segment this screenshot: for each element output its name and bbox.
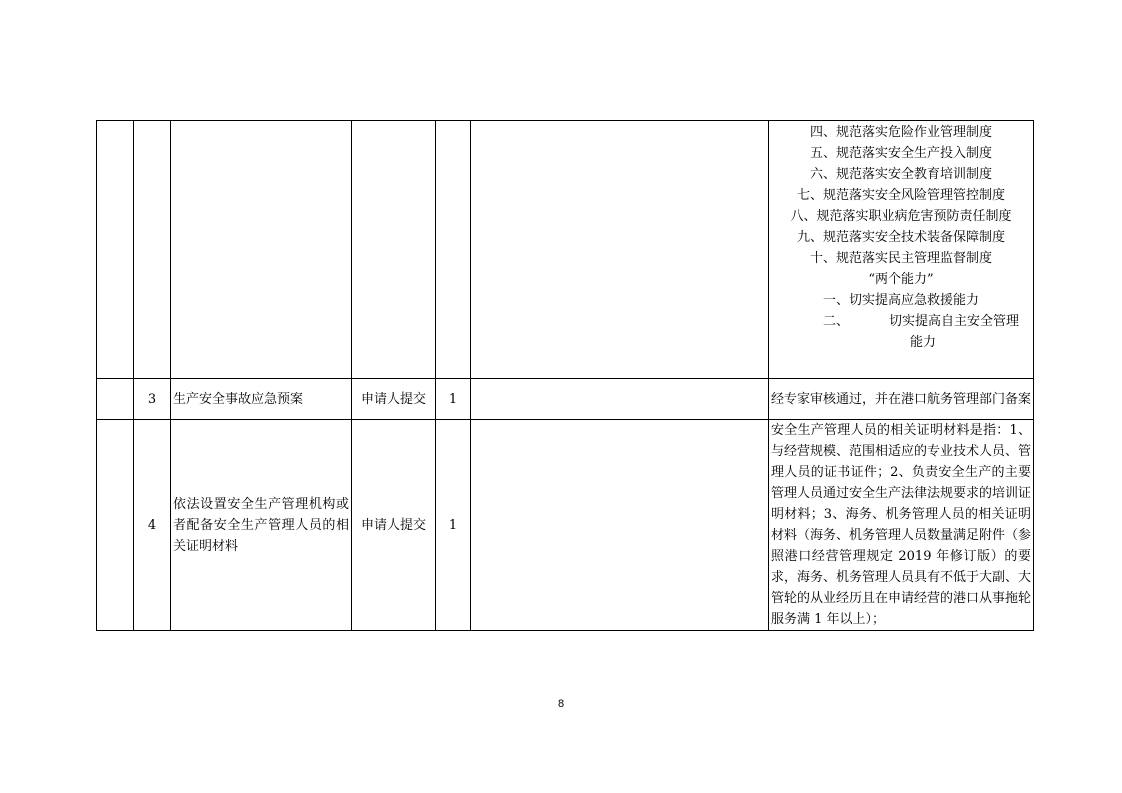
requirement-line: 十、规范落实民主管理监督制度 xyxy=(809,251,992,266)
form-cell xyxy=(471,379,769,420)
requirements-cell: 安全生产管理人员的相关证明材料是指：1、与经营规模、范围相适应的专业技术人员、管理人员的证书证件；2、负责安全生产的主要管理人员通过安全生产法律法规要求的培训证明材料；3、海务、机务管理人员的相关证明材料（海务、机务管理人员数量满足附件（参照港口经营管理规定 2019 年修订版）的要求，海务、机务管理人员具有不低于大副、大管轮的从业经历且在申请经营的港口从事拖轮服务满 1 年以上）； xyxy=(769,420,1034,631)
index-cell xyxy=(134,121,171,379)
requirement-line xyxy=(771,311,1031,332)
form-cell xyxy=(471,121,769,379)
requirement-line: 四、规范落实危险作业管理制度 xyxy=(809,125,992,140)
requirement-number: 二、 xyxy=(822,314,849,329)
source-cell: 申请人提交 xyxy=(352,379,436,420)
copies-cell: 1 xyxy=(436,420,471,631)
requirements-cell xyxy=(769,121,1034,379)
table-row xyxy=(97,420,1034,631)
table-row xyxy=(97,121,1034,379)
page-number: 8 xyxy=(557,698,565,710)
material-cell: 生产安全事故应急预案 xyxy=(171,379,352,420)
requirement-line: 八、规范落实职业病危害预防责任制度 xyxy=(790,209,1012,224)
material-cell: 依法设置安全生产管理机构或者配备安全生产管理人员的相关证明材料 xyxy=(171,420,352,631)
form-cell xyxy=(471,420,769,631)
requirement-line: 五、规范落实安全生产投入制度 xyxy=(809,146,992,161)
material-cell xyxy=(171,121,352,379)
requirement-text: 切实提高自主安全管理 xyxy=(889,314,1020,329)
copies-cell: 1 xyxy=(436,379,471,420)
requirement-line: “两个能力” xyxy=(868,272,934,287)
category-cell xyxy=(97,420,134,631)
category-cell xyxy=(97,379,134,420)
requirement-line: 七、规范落实安全风险管理管控制度 xyxy=(796,188,1005,203)
requirement-line: 六、规范落实安全教育培训制度 xyxy=(809,167,992,182)
copies-cell xyxy=(436,121,471,379)
materials-table xyxy=(96,120,1034,631)
requirement-line: 能力 xyxy=(909,335,936,350)
requirement-line: 一、切实提高应急救援能力 xyxy=(822,293,979,308)
table-row xyxy=(97,379,1034,420)
index-cell: 3 xyxy=(134,379,171,420)
category-cell xyxy=(97,121,134,379)
source-cell xyxy=(352,121,436,379)
requirement-line: 九、规范落实安全技术装备保障制度 xyxy=(796,230,1005,245)
index-cell: 4 xyxy=(134,420,171,631)
requirements-cell: 经专家审核通过，并在港口航务管理部门备案 xyxy=(769,379,1034,420)
source-cell: 申请人提交 xyxy=(352,420,436,631)
